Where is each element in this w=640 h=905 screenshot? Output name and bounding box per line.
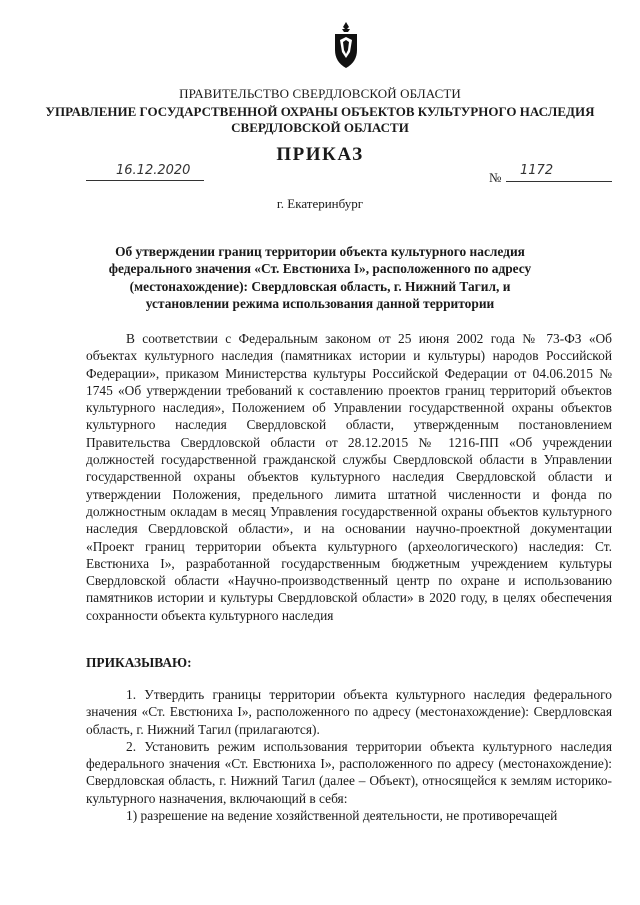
preamble — [86, 330, 612, 624]
number-label: № — [489, 170, 502, 185]
order-items — [86, 686, 612, 824]
document-title: Об утверждении границ территории объекта культурного наследия федерального значения «Ст. Евстюниха I», расположенного по адресу (местонахождение): Свердловская область, г. Нижний Тагил, и установлении режима использования данной территории — [108, 244, 532, 311]
order-item: 1. Утвердить границы территории объекта культурного наследия федерального значения «Ст. Евстюниха I», расположенного по адресу (местонахождение): Свердловская область, г. Нижний Тагил (прилагаются). — [86, 687, 612, 737]
number-underline — [506, 181, 612, 182]
department-name-line2: СВЕРДЛОВСКОЙ ОБЛАСТИ — [231, 120, 409, 135]
order-word: ПРИКАЗЫВАЮ: — [86, 655, 192, 670]
document-date: 16.12.2020 — [116, 163, 191, 178]
preamble-text: В соответствии с Федеральным законом от 25 июня 2002 года № 73-ФЗ «Об объектах культурного наследия (памятниках истории и культуры) народов Российской Федерации», приказом Министерства культуры Российской Федерации от 04.06.2015 № 1745 «Об утверждении требований к составлению проектов границ территорий объектов культурного наследия», Положением об Управлении государственной охраны объектов культурного наследия Свердловской области, утвержденным постановлением Правительства Свердловской области от 28.12.2015 № 1216-ПП «Об учреждении должностей государственной гражданской службы Свердловской области в Управлении государственной охраны объектов культурного наследия Свердловской области и утверждении Положения, предельного лимита штатной численности и фонда по должностным окладам в месяц Управления государственной охраны объектов культурного наследия Свердловской области», и на основании научно-проектной документации «Проект границ территории объекта культурного (археологического) наследия: Ст. Евстюниха I», разработанной государственным бюджетным учреждением культуры Свердловской области «Научно-производственный центр по охране и использованию памятников истории и культуры Свердловской области» в 2020 году, в целях обеспечения сохранности объекта культурного наследия — [86, 331, 612, 623]
city: г. Екатеринбург — [276, 196, 364, 211]
order-item: 2. Установить режим использования территории объекта культурного наследия федерального значения «Ст. Евстюниха I», расположенного по адресу (местонахождение): Свердловская область, г. Нижний Тагил (далее – Объект), относящейся к землям историко-культурного назначения, включающий в себя: — [86, 738, 612, 806]
department-name-line1: УПРАВЛЕНИЕ ГОСУДАРСТВЕННОЙ ОХРАНЫ ОБЪЕКТОВ КУЛЬТУРНОГО НАСЛЕДИЯ — [45, 104, 595, 119]
order-item: 1) разрешение на ведение хозяйственной деятельности, не противоречащей — [126, 808, 558, 824]
government-name: ПРАВИТЕЛЬСТВО СВЕРДЛОВСКОЙ ОБЛАСТИ — [179, 86, 461, 101]
document-type: ПРИКАЗ — [276, 144, 364, 165]
date-underline — [86, 180, 204, 181]
coat-of-arms-icon — [331, 20, 361, 70]
document-number: 1172 — [520, 163, 554, 178]
